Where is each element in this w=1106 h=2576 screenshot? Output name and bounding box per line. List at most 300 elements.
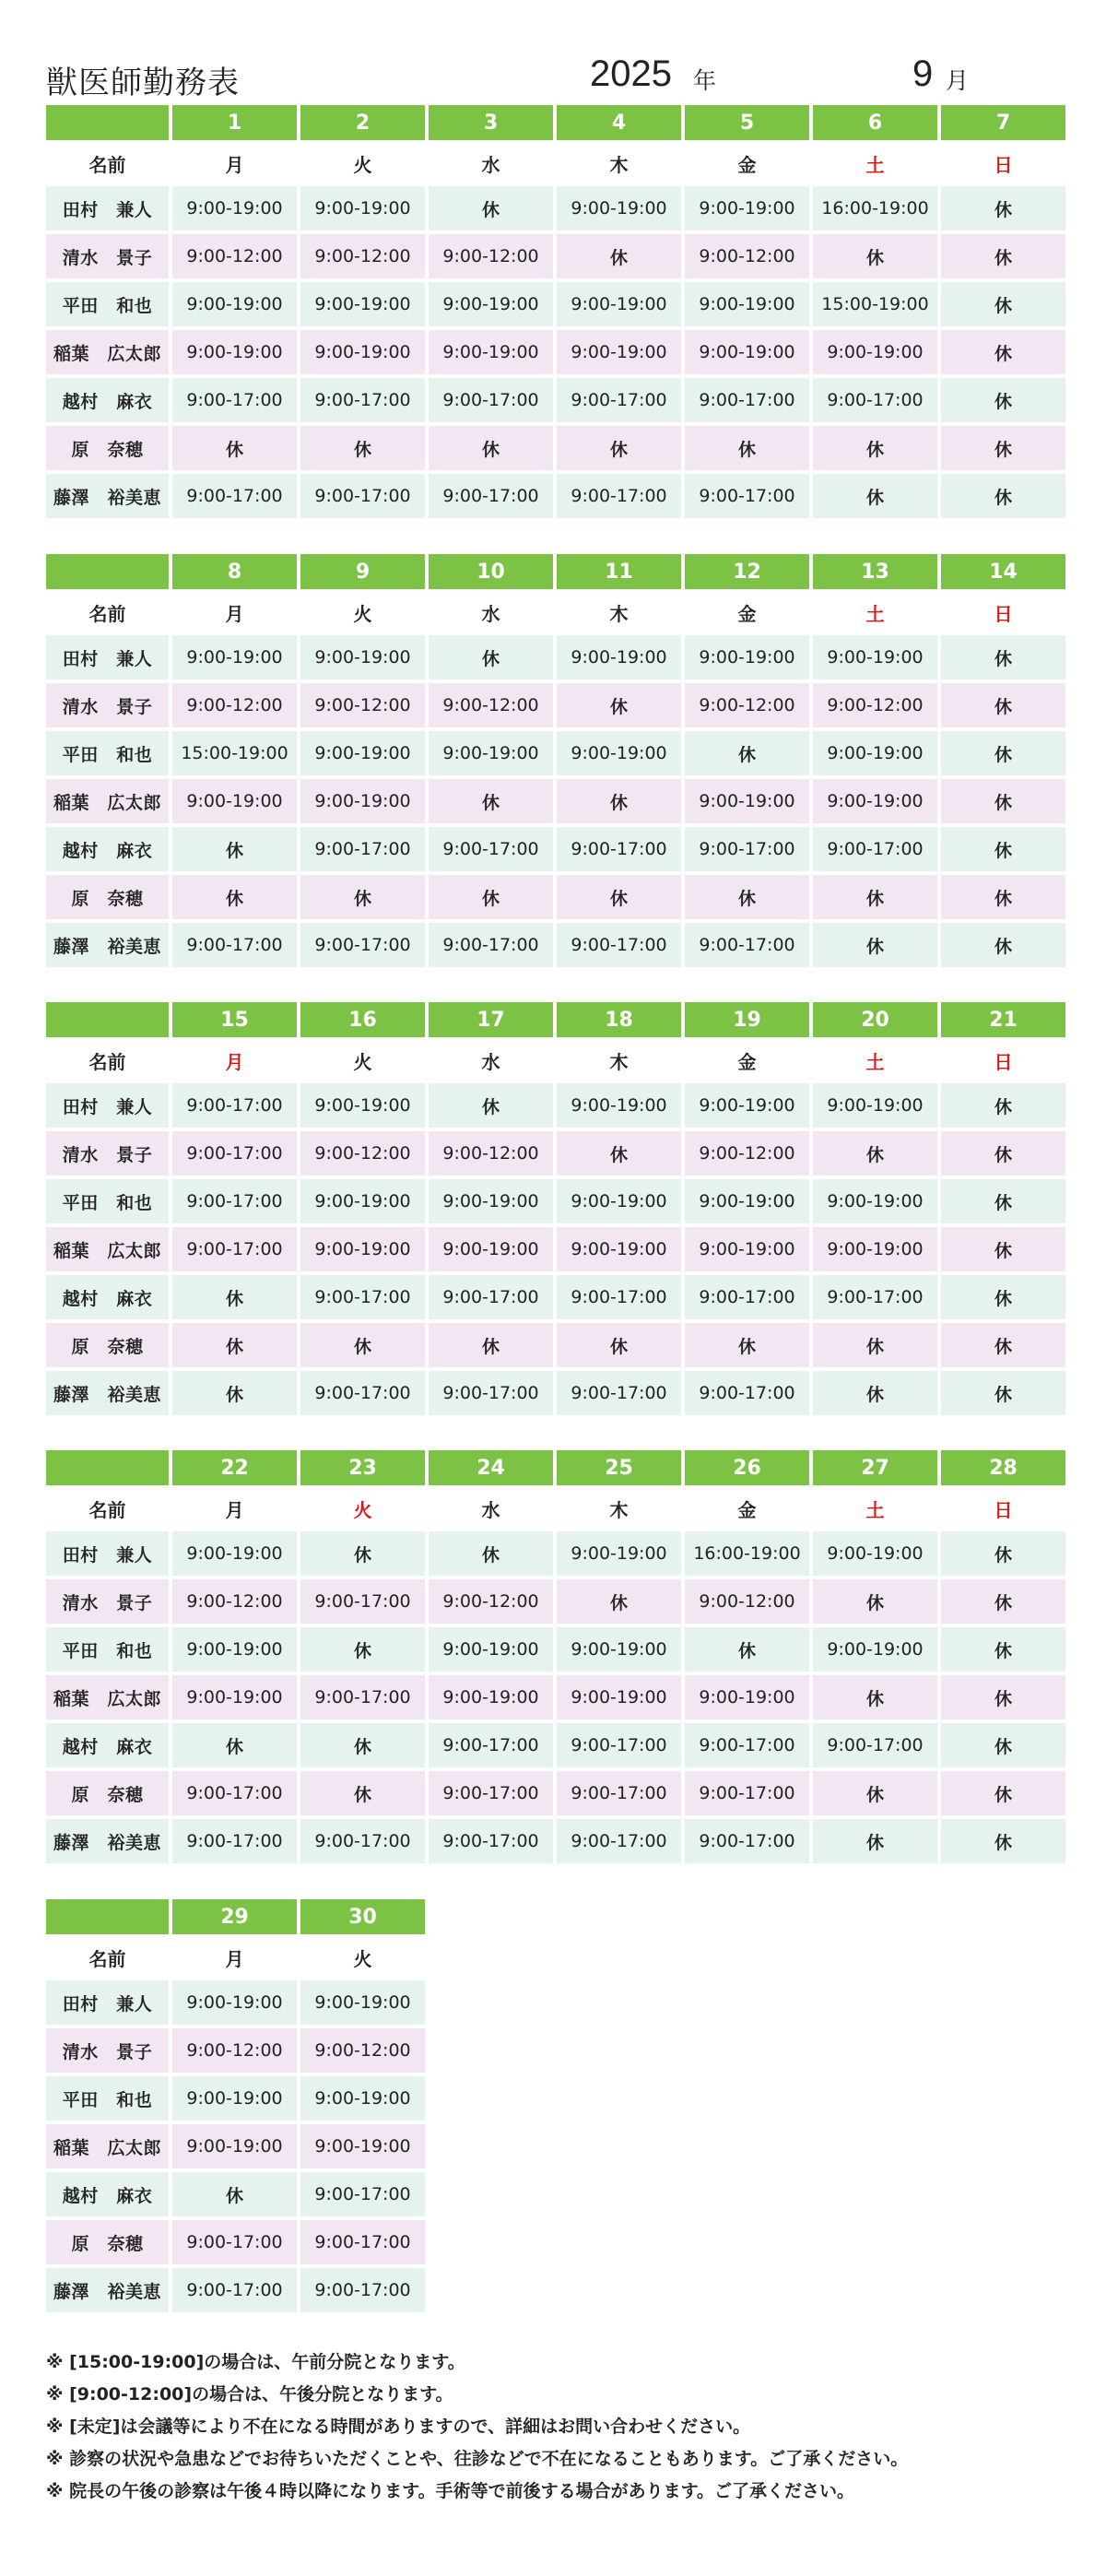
date-cell: 23 [300,1450,425,1485]
shift-cell: 9:00-19:00 [685,1083,809,1128]
staff-row [46,1323,1065,1367]
staff-name: 原 奈穂 [46,1771,169,1815]
shift-cell: 9:00-19:00 [557,1531,681,1576]
shift-cell: 9:00-19:00 [685,635,809,679]
month-value: 9 [912,53,934,94]
shift-cell: 休 [300,875,425,919]
shift-cell: 9:00-19:00 [300,186,425,230]
date-cell: 19 [685,1002,809,1037]
shift-cell: 9:00-19:00 [300,2124,425,2168]
shift-cell: 9:00-19:00 [429,1675,553,1719]
date-header-row [46,1899,425,1934]
shift-cell: 休 [813,923,937,967]
shift-cell: 9:00-12:00 [300,683,425,727]
weekday-cell: 火 [300,593,425,632]
date-cell: 26 [685,1450,809,1485]
shift-cell: 9:00-12:00 [685,1579,809,1624]
shift-cell: 9:00-17:00 [557,378,681,422]
date-cell: 12 [685,554,809,589]
weekday-cell: 月 [172,1041,297,1080]
staff-row [46,1531,1065,1576]
shift-cell: 9:00-17:00 [172,474,297,518]
shift-cell: 9:00-19:00 [813,1627,937,1672]
year-unit: 年 [693,67,717,94]
shift-cell: 休 [941,1675,1065,1719]
shift-cell: 9:00-12:00 [685,1131,809,1176]
weekday-row [46,1489,1065,1528]
shift-cell: 9:00-19:00 [685,330,809,374]
schedule-table [42,1896,429,2316]
weekday-cell: 土 [813,144,937,183]
staff-name: 平田 和也 [46,1627,169,1672]
shift-cell: 休 [813,426,937,470]
shift-cell: 9:00-19:00 [557,1227,681,1271]
weekday-cell: 水 [429,1041,553,1080]
staff-row [46,827,1065,871]
staff-name: 藤澤 裕美恵 [46,474,169,518]
shift-cell: 9:00-12:00 [685,683,809,727]
shift-cell: 休 [813,474,937,518]
date-header-blank [46,1002,169,1037]
staff-name: 藤澤 裕美恵 [46,1819,169,1863]
date-cell: 25 [557,1450,681,1485]
shift-cell: 9:00-17:00 [685,1819,809,1863]
staff-row [46,1579,1065,1624]
staff-row [46,2220,425,2264]
shift-cell: 9:00-17:00 [685,1371,809,1415]
staff-name: 平田 和也 [46,282,169,326]
shift-cell: 9:00-19:00 [813,779,937,823]
staff-name: 田村 兼人 [46,1980,169,2025]
shift-cell: 休 [172,1323,297,1367]
shift-cell: 休 [941,1227,1065,1271]
shift-cell: 休 [941,875,1065,919]
date-cell: 1 [172,105,297,140]
shift-cell: 9:00-17:00 [429,1371,553,1415]
shift-cell: 9:00-19:00 [557,1675,681,1719]
weekday-cell: 水 [429,593,553,632]
shift-cell: 9:00-19:00 [429,282,553,326]
staff-name: 稲葉 広太郎 [46,779,169,823]
shift-cell: 休 [429,875,553,919]
shift-cell: 9:00-19:00 [300,2076,425,2121]
date-cell: 17 [429,1002,553,1037]
shift-cell: 休 [172,2172,297,2216]
shift-cell: 9:00-12:00 [429,234,553,278]
note-line: ※ [未定]は会議等により不在になる時間がありますので、詳細はお問い合わせください。 [46,2416,751,2437]
weekday-row [46,144,1065,183]
name-column-header: 名前 [46,1041,169,1080]
shift-cell: 9:00-19:00 [813,1083,937,1128]
shift-cell: 9:00-17:00 [172,1819,297,1863]
shift-cell: 9:00-17:00 [429,827,553,871]
shift-cell: 9:00-17:00 [429,474,553,518]
shift-cell: 9:00-12:00 [300,1131,425,1176]
shift-cell: 休 [941,731,1065,775]
shift-cell: 休 [813,234,937,278]
staff-row [46,875,1065,919]
shift-cell: 休 [941,1131,1065,1176]
date-cell: 14 [941,554,1065,589]
weekday-cell: 金 [685,1489,809,1528]
shift-cell: 9:00-19:00 [172,2124,297,2168]
staff-name: 越村 麻衣 [46,827,169,871]
weekday-cell: 木 [557,1489,681,1528]
shift-cell: 休 [813,1131,937,1176]
week-block [42,1447,1069,1867]
date-header-row [46,105,1065,140]
name-column-header: 名前 [46,1489,169,1528]
shift-cell: 9:00-17:00 [300,1371,425,1415]
shift-cell: 9:00-17:00 [300,1675,425,1719]
shift-cell: 9:00-19:00 [557,731,681,775]
date-cell: 15 [172,1002,297,1037]
shift-cell: 休 [941,923,1065,967]
shift-cell: 9:00-17:00 [172,923,297,967]
shift-cell: 9:00-17:00 [685,1275,809,1319]
shift-cell: 休 [429,779,553,823]
date-cell: 10 [429,554,553,589]
staff-row [46,731,1065,775]
shift-cell: 休 [557,426,681,470]
weekday-cell: 金 [685,593,809,632]
weekday-cell: 土 [813,1041,937,1080]
staff-row [46,234,1065,278]
page-header [46,48,1069,103]
shift-cell: 9:00-19:00 [172,186,297,230]
staff-name: 原 奈穂 [46,2220,169,2264]
shift-cell: 休 [941,683,1065,727]
shift-cell: 9:00-17:00 [557,1771,681,1815]
shift-cell: 休 [300,1531,425,1576]
name-column-header: 名前 [46,593,169,632]
date-cell: 6 [813,105,937,140]
shift-cell: 9:00-17:00 [429,1275,553,1319]
shift-cell: 16:00-19:00 [813,186,937,230]
shift-cell: 休 [429,1531,553,1576]
shift-cell: 休 [300,1627,425,1672]
shift-cell: 9:00-19:00 [300,1980,425,2025]
date-cell: 2 [300,105,425,140]
staff-name: 原 奈穂 [46,875,169,919]
weekday-cell: 月 [172,1938,297,1977]
shift-cell: 休 [941,186,1065,230]
staff-name: 越村 麻衣 [46,1723,169,1767]
date-cell: 29 [172,1899,297,1934]
shift-cell: 休 [557,779,681,823]
date-cell: 4 [557,105,681,140]
shift-cell: 休 [557,234,681,278]
shift-cell: 9:00-19:00 [557,1627,681,1672]
shift-cell: 9:00-17:00 [557,1819,681,1863]
shift-cell: 9:00-19:00 [172,282,297,326]
shift-cell: 9:00-19:00 [813,1227,937,1271]
shift-cell: 9:00-19:00 [300,731,425,775]
shift-cell: 休 [429,426,553,470]
shift-cell: 15:00-19:00 [172,731,297,775]
weekday-cell: 木 [557,593,681,632]
note-line: ※ [15:00-19:00]の場合は、午前分院となります。 [46,2352,465,2372]
staff-row [46,1819,1065,1863]
shift-cell: 15:00-19:00 [813,282,937,326]
shift-cell: 休 [685,1323,809,1367]
staff-name: 藤澤 裕美恵 [46,2268,169,2312]
shift-cell: 9:00-19:00 [557,1083,681,1128]
staff-row [46,2172,425,2216]
shift-cell: 9:00-17:00 [300,923,425,967]
staff-row [46,1227,1065,1271]
staff-row [46,2124,425,2168]
shift-cell: 9:00-17:00 [172,1131,297,1176]
week-block [42,998,1069,1419]
shift-cell: 休 [813,1371,937,1415]
shift-cell: 9:00-17:00 [172,1083,297,1128]
shift-cell: 9:00-12:00 [300,234,425,278]
shift-cell: 休 [813,1819,937,1863]
date-cell: 7 [941,105,1065,140]
weekday-cell: 月 [172,593,297,632]
shift-cell: 9:00-17:00 [685,1771,809,1815]
shift-cell: 9:00-19:00 [172,1675,297,1719]
date-cell: 11 [557,554,681,589]
shift-cell: 9:00-19:00 [172,1980,297,2025]
weekday-cell: 日 [941,144,1065,183]
date-cell: 24 [429,1450,553,1485]
weekday-cell: 水 [429,144,553,183]
date-cell: 30 [300,1899,425,1934]
staff-row [46,282,1065,326]
staff-name: 原 奈穂 [46,1323,169,1367]
schedule-table [42,998,1069,1419]
year-value: 2025 [590,53,672,94]
shift-cell: 9:00-12:00 [172,234,297,278]
shift-cell: 9:00-17:00 [172,1227,297,1271]
staff-name: 越村 麻衣 [46,378,169,422]
shift-cell: 休 [685,731,809,775]
staff-row [46,635,1065,679]
shift-cell: 9:00-19:00 [557,330,681,374]
shift-cell: 9:00-17:00 [557,1371,681,1415]
shift-cell: 9:00-12:00 [300,2028,425,2073]
notes-section [46,2346,1069,2508]
weekday-cell: 木 [557,144,681,183]
shift-cell: 休 [941,779,1065,823]
date-cell: 13 [813,554,937,589]
weekday-cell: 日 [941,593,1065,632]
shift-cell: 休 [941,1771,1065,1815]
weekday-cell: 火 [300,1489,425,1528]
shift-cell: 9:00-17:00 [557,1723,681,1767]
shift-cell: 9:00-19:00 [172,779,297,823]
shift-cell: 休 [557,875,681,919]
shift-cell: 9:00-17:00 [813,1723,937,1767]
shift-cell: 休 [557,683,681,727]
shift-cell: 休 [557,1323,681,1367]
shift-cell: 休 [172,875,297,919]
weekday-cell: 木 [557,1041,681,1080]
staff-name: 平田 和也 [46,2076,169,2121]
shift-cell: 9:00-17:00 [813,378,937,422]
shift-cell: 休 [172,1275,297,1319]
shift-cell: 9:00-17:00 [300,2268,425,2312]
name-column-header: 名前 [46,144,169,183]
shift-cell: 9:00-19:00 [685,1227,809,1271]
shift-cell: 9:00-17:00 [813,1275,937,1319]
staff-row [46,330,1065,374]
staff-row [46,1723,1065,1767]
weekday-row [46,1938,425,1977]
shift-cell: 9:00-19:00 [172,330,297,374]
shift-cell: 9:00-17:00 [429,1723,553,1767]
weekday-cell: 土 [813,593,937,632]
shift-cell: 休 [941,1531,1065,1576]
date-cell: 27 [813,1450,937,1485]
shift-cell: 9:00-19:00 [429,1227,553,1271]
shift-cell: 休 [941,282,1065,326]
shift-cell: 9:00-19:00 [172,2076,297,2121]
staff-name: 清水 景子 [46,2028,169,2073]
date-cell: 22 [172,1450,297,1485]
shift-cell: 休 [941,635,1065,679]
shift-cell: 9:00-17:00 [300,827,425,871]
shift-cell: 9:00-17:00 [172,1771,297,1815]
shift-cell: 9:00-17:00 [300,474,425,518]
shift-cell: 9:00-17:00 [557,923,681,967]
date-cell: 20 [813,1002,937,1037]
shift-cell: 9:00-19:00 [300,779,425,823]
date-cell: 16 [300,1002,425,1037]
shift-cell: 休 [685,1627,809,1672]
staff-row [46,1675,1065,1719]
shift-cell: 9:00-17:00 [300,1819,425,1863]
date-header-row [46,1450,1065,1485]
staff-name: 清水 景子 [46,1131,169,1176]
date-header-blank [46,1899,169,1934]
shift-cell: 9:00-12:00 [813,683,937,727]
shift-cell: 休 [172,1723,297,1767]
weekday-cell: 土 [813,1489,937,1528]
shift-cell: 休 [941,1179,1065,1223]
weekday-cell: 月 [172,144,297,183]
week-block [42,101,1069,522]
staff-name: 稲葉 広太郎 [46,330,169,374]
weekday-cell: 日 [941,1041,1065,1080]
shift-cell: 9:00-12:00 [429,683,553,727]
staff-row [46,2028,425,2073]
staff-name: 田村 兼人 [46,186,169,230]
shift-cell: 休 [813,1771,937,1815]
staff-name: 田村 兼人 [46,1531,169,1576]
schedule-table [42,550,1069,971]
date-cell: 28 [941,1450,1065,1485]
date-header-blank [46,554,169,589]
shift-cell: 休 [813,1323,937,1367]
schedule-table [42,1447,1069,1867]
note-line: ※ [9:00-12:00]の場合は、午後分院となります。 [46,2384,453,2405]
shift-cell: 9:00-12:00 [429,1131,553,1176]
date-cell: 21 [941,1002,1065,1037]
shift-cell: 9:00-17:00 [685,378,809,422]
shift-cell: 16:00-19:00 [685,1531,809,1576]
shift-cell: 9:00-17:00 [300,2220,425,2264]
staff-name: 清水 景子 [46,1579,169,1624]
staff-name: 清水 景子 [46,683,169,727]
weekday-cell: 金 [685,144,809,183]
shift-cell: 休 [941,827,1065,871]
staff-name: 越村 麻衣 [46,1275,169,1319]
shift-cell: 9:00-17:00 [300,2172,425,2216]
shift-cell: 9:00-17:00 [557,827,681,871]
shift-cell: 休 [941,1819,1065,1863]
weekday-cell: 日 [941,1489,1065,1528]
shift-cell: 休 [813,1675,937,1719]
staff-row [46,683,1065,727]
shift-cell: 休 [941,474,1065,518]
shift-cell: 9:00-19:00 [300,1227,425,1271]
shift-cell: 9:00-17:00 [172,378,297,422]
shift-cell: 休 [300,1771,425,1815]
shift-cell: 9:00-17:00 [685,1723,809,1767]
shift-cell: 9:00-19:00 [813,635,937,679]
date-header-blank [46,1450,169,1485]
weekday-cell: 水 [429,1489,553,1528]
page-title: 獣医師勤務表 [46,65,240,101]
shift-cell: 9:00-17:00 [557,1275,681,1319]
staff-row [46,1771,1065,1815]
shift-cell: 9:00-17:00 [429,923,553,967]
shift-cell: 9:00-17:00 [685,474,809,518]
shift-cell: 休 [300,1323,425,1367]
shift-cell: 休 [685,875,809,919]
shift-cell: 9:00-19:00 [557,635,681,679]
shift-cell: 9:00-12:00 [685,234,809,278]
note-line: ※ 院長の午後の診察は午後４時以降になります。手術等で前後する場合があります。ご了承ください。 [46,2481,855,2501]
staff-row [46,1131,1065,1176]
weekday-cell: 火 [300,1938,425,1977]
shift-cell: 9:00-19:00 [172,1627,297,1672]
shift-cell: 9:00-19:00 [429,731,553,775]
weekday-cell: 火 [300,144,425,183]
shift-cell: 休 [941,1083,1065,1128]
shift-cell: 休 [941,330,1065,374]
name-column-header: 名前 [46,1938,169,1977]
shift-cell: 9:00-19:00 [300,330,425,374]
staff-row [46,779,1065,823]
shift-cell: 9:00-19:00 [557,186,681,230]
shift-cell: 9:00-19:00 [429,1627,553,1672]
weekday-cell: 火 [300,1041,425,1080]
shift-cell: 休 [557,1579,681,1624]
shift-cell: 9:00-17:00 [685,923,809,967]
shift-cell: 休 [941,1579,1065,1624]
shift-cell: 9:00-19:00 [685,282,809,326]
shift-cell: 9:00-19:00 [685,779,809,823]
staff-row [46,474,1065,518]
staff-name: 田村 兼人 [46,635,169,679]
shift-cell: 9:00-17:00 [685,827,809,871]
shift-cell: 9:00-12:00 [172,683,297,727]
shift-cell: 9:00-19:00 [813,1531,937,1576]
shift-cell: 9:00-19:00 [557,282,681,326]
shift-cell: 休 [429,635,553,679]
weekday-cell: 月 [172,1489,297,1528]
staff-row [46,1371,1065,1415]
shift-cell: 9:00-19:00 [813,1179,937,1223]
shift-cell: 9:00-17:00 [813,827,937,871]
shift-cell: 9:00-19:00 [300,635,425,679]
shift-cell: 9:00-19:00 [813,731,937,775]
shift-cell: 9:00-19:00 [172,635,297,679]
